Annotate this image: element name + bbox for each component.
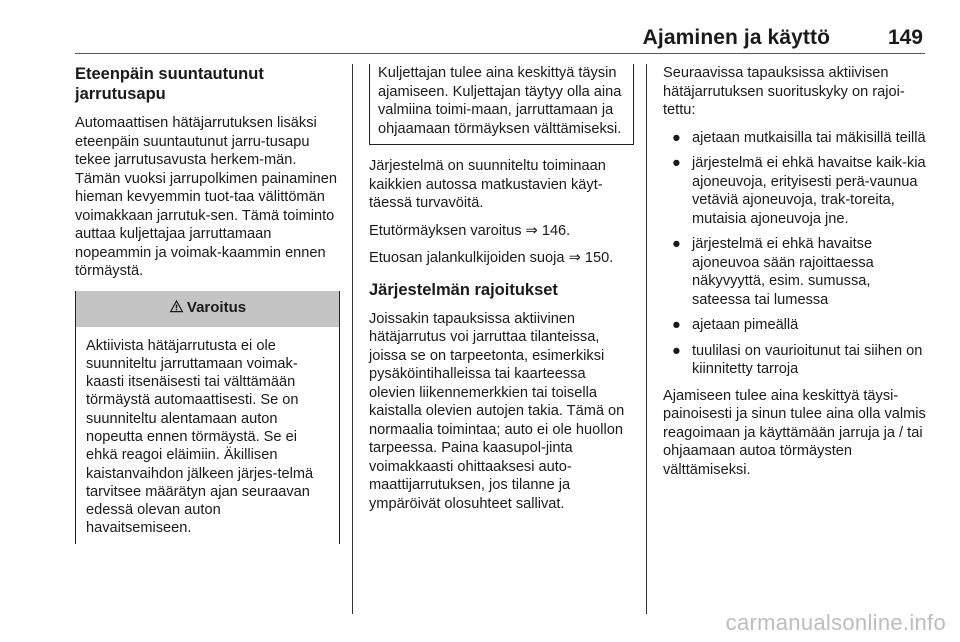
column-divider: [352, 64, 353, 614]
body-paragraph: Joissakin tapauksissa aktiivinen hätäjarrutus voi jarruttaa tilanteissa, joissa se on tarpeetonta, esimerkiksi pysäköintihalleissa tai kaarteessa olevien liikennemerkkien tai toisella kaistalla olevien autojen takia. Tämä on normaalia toimintaa; auto ei ole huollon tarpeessa. Paina kaasupol-jinta voimakkaasti ohittaaksesi auto-maattijarrutuksen, jos tilanne ja ympäröivät olosuhteet sallivat.: [369, 310, 625, 512]
body-paragraph: Automaattisen hätäjarrutuksen lisäksi eteenpäin suuntautunut jarru-tusapu tekee jarrutusavusta herkem-män. Tämän vuoksi jarrupolkimen painaminen hieman kevyemmin tuot-taa välittömän voimakkaan jarrutuk-sen. Tämä toiminto auttaa kuljettajaa jarruttamaan nopeammin ja voimak-kaammin ennen törmäystä.: [75, 115, 338, 279]
warning-box: [75, 291, 340, 544]
list-item-text: ajetaan mutkaisilla tai mäkisillä teillä: [692, 129, 926, 146]
column-divider: [646, 64, 647, 614]
section-heading: Järjestelmän rajoitukset: [369, 280, 558, 299]
bullet-list: [663, 129, 928, 379]
warning-triangle-icon: [169, 299, 184, 319]
warning-header: [76, 291, 339, 327]
column-3: [663, 64, 928, 488]
watermark-text: carmanualsonline.info: [725, 610, 946, 635]
note-box: [369, 64, 634, 145]
warning-title: Varoitus: [186, 299, 247, 317]
warning-text: Aktiivista hätäjarrutusta ei ole suunniteltu jarruttamaan voimak-kaasti itsenäisesti tai välttämään törmäystä automaattisesti. Se on suunniteltu alentamaan auton nopeutta ennen törmäystä. Se ei ehkä reagoi eläimiin. Äkillisen kaistanvaihdon jälkeen järjes-telmä tarvitsee määrätyn ajan seuraavan edessä olevan auton havaitsemiseen.: [86, 337, 314, 537]
list-item: [663, 154, 928, 228]
page-header: [75, 22, 925, 52]
bullet-icon: ●: [672, 129, 681, 146]
cross-reference[interactable]: Etutörmäyksen varoitus ⇒ 146.: [369, 222, 571, 239]
list-item-text: ajetaan pimeällä: [692, 317, 799, 333]
bullet-icon: ●: [672, 317, 681, 333]
note-text: Kuljettajan tulee aina keskittyä täysin ajamiseen. Kuljettajan täytyy olla aina valmiina toimi-maan, jarruttamaan ja ohjaamaan törmäyksen välttämiseksi.: [378, 65, 622, 137]
bullet-icon: ●: [672, 236, 681, 252]
section-heading: Eteenpäin suuntautunut jarrutusapu: [75, 65, 264, 103]
list-item: [663, 342, 928, 379]
body-paragraph: Ajamiseen tulee aina keskittyä täysi-painoisesti ja sinun tulee aina olla valmis reagoimaan ja käyttämään jarruja ja / tai ohjaamaan autoa törmäysten välttämiseksi.: [663, 387, 926, 478]
list-item-text: järjestelmä ei ehkä havaitse ajoneuvoa sään rajoittaessa näkyvyyttä, esim. sumussa, sateessa tai lumessa: [692, 236, 874, 308]
body-paragraph: Seuraavissa tapauksissa aktiivisen hätäjarrutuksen suorituskyky on rajoi-tettu:: [663, 65, 905, 118]
body-paragraph: Järjestelmä on suunniteltu toiminaan kaikkien autossa matkustavien käyt-täessä turvavöitä.: [369, 158, 606, 211]
cross-reference[interactable]: Etuosan jalankulkijoiden suoja ⇒ 150.: [369, 250, 614, 266]
bullet-icon: ●: [672, 155, 681, 171]
column-2: [369, 64, 634, 522]
list-item: [663, 316, 928, 335]
column-1: [75, 64, 340, 544]
list-item-text: tuulilasi on vaurioitunut tai siihen on kiinnitetty tarroja: [692, 342, 923, 377]
list-item: [663, 129, 928, 148]
list-item: [663, 235, 928, 309]
page-number: 149: [887, 26, 923, 49]
list-item-text: järjestelmä ei ehkä havaitse kaik-kia ajoneuvoja, erityisesti perä-vaunua vetäviä ajoneuvoja, trak-toreita, mutaisia ajoneuvoja jne.: [692, 155, 926, 227]
bullet-icon: ●: [672, 342, 681, 359]
header-rule: [75, 53, 925, 54]
page-title: Ajaminen ja käyttö: [642, 26, 830, 49]
